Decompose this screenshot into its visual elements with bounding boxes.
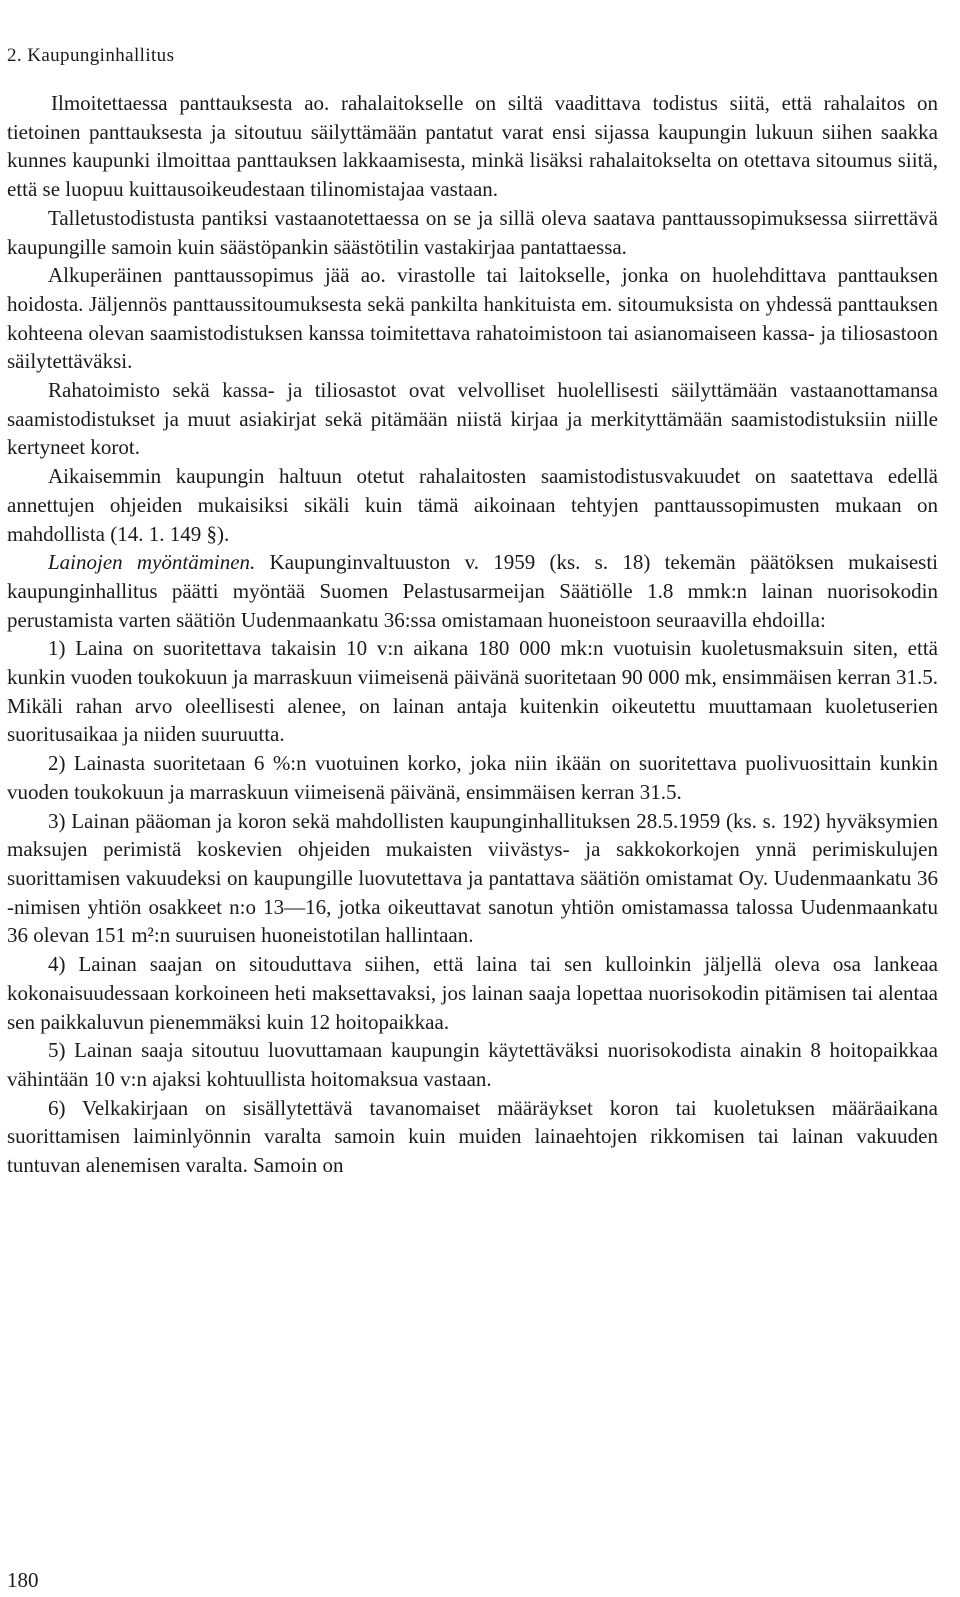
loan-intro-text: Kaupunginvaltuuston v. 1959 (ks. s. 18) tekemän päätöksen mukaisesti kaupunginhallitus päätti myöntää Suomen Pelastusarmeijan Säätiölle 1.8 mmk:n lainan nuorisokodin perustamista varten säätiön Uudenmaankatu 36:ssa omistamaan huoneistoon seuraavilla ehdoilla:	[7, 550, 938, 632]
page-number: 180	[7, 1568, 39, 1592]
loan-condition-1: 1) Laina on suoritettava takaisin 10 v:n aikana 180 000 mk:n vuotuisin kuoletusmaksuin siten, että kunkin vuoden toukokuun ja marraskuun viimeisenä päivänä suoritetaan 90 000 mk, ensimmäisen kerran 31.5. Mikäli rahan arvo oleellisesti alenee, on lainan antaja kuitenkin oikeutettu muuttamaan kuoletuserien suoritusaikaa ja niiden suuruutta.	[7, 636, 938, 747]
loan-condition-2: 2) Lainasta suoritetaan 6 %:n vuotuinen korko, joka niin ikään on suoritettava puolivuosittain kunkin vuoden toukokuun ja marraskuun viimeisenä päivänä, ensimmäisen kerran 31.5.	[7, 751, 938, 804]
body-text	[7, 89, 938, 1180]
paragraph-deposit-certificate: Talletustodistusta pantiksi vastaanotettaessa on se ja sillä oleva saatava panttaussopimuksessa siirrettävä kaupungille samoin kuin säästöpankin säästötilin vastakirjaa pantattaessa.	[7, 205, 938, 259]
loan-condition-4: 4) Lainan saajan on sitouduttava siihen, että laina tai sen kulloinkin jäljellä oleva osa lankeaa kokonaisuudessaan korkoineen heti maksettavaksi, jos lainan saaja lopettaa nuorisokodin pitämisen tai alentaa sen paikkaluvun pienemmäksi kuin 12 hoitopaikkaa.	[7, 952, 938, 1034]
loan-condition-6: 6) Velkakirjaan on sisällytettävä tavanomaiset määräykset koron tai kuoletuksen määräaikana suorittamisen laiminlyönnin varalta samoin kuin muiden lainaehtojen rikkomisen tai lainan vakuuden tuntuvan alenemisen varalta. Samoin on	[7, 1095, 938, 1178]
paragraph-treasury-duties: Rahatoimisto sekä kassa- ja tiliosastot ovat velvolliset huolellisesti säilyttämään vastaanottamansa saamistodistukset ja muut asiakirjat sekä pitämään niistä kirjaa ja merkityttämään saamistodistuksiin niille kertyneet korot.	[7, 378, 938, 460]
running-header: 2. Kaupunginhallitus	[7, 45, 175, 66]
paragraph-original-agreement: Alkuperäinen panttaussopimus jää ao. virastolle tai laitokselle, jonka on huolehdittava panttauksen hoidosta. Jäljennös panttaussitoumuksesta sekä pankilta hankituista em. sitoumuksista on yhdessä panttauksen kohteena olevan saamistodistuksen kanssa toimitettava rahatoimistoon tai asianomaiseen kassa- ja tiliosastoon säilytettäväksi.	[7, 263, 938, 374]
paragraph-earlier-collateral: Aikaisemmin kaupungin haltuun otetut rahalaitosten saamistodistusvakuudet on saatettava edellä annettujen ohjeiden mukaisiksi sikäli kuin tämä aikoinaan tehtyjen panttaussopimusten mukaan on mahdollista (14. 1. 149 §).	[7, 464, 938, 546]
paragraph-loan-grant	[7, 548, 938, 634]
section-heading-loans: Lainojen myöntäminen.	[48, 550, 256, 575]
paragraph-pledge-notice: Ilmoitettaessa panttauksesta ao. rahalaitokselle on siltä vaadittava todistus siitä, että rahalaitos on tietoinen panttauksesta ja sitoutuu säilyttämään pantatut varat ensi sijassa kaupungin lukuun siihen saakka kunnes kaupunki ilmoittaa panttauksen lakkaamisesta, minkä lisäksi rahalaitokselta on otettava sitoumus siitä, että se luopuu kuittausoikeudestaan tilinomistajaa vastaan.	[7, 91, 938, 202]
loan-condition-3: 3) Lainan pääoman ja koron sekä mahdollisten kaupunginhallituksen 28.5.1959 (ks. s. 192) hyväksymien maksujen perimistä koskevien ohjeiden mukaisten viivästys- ja sakkokorkojen ynnä perimiskulujen suorittamisen vakuudeksi on kaupungille luovutettava ja pantattava säätiön omistamat Oy. Uudenmaankatu 36 -nimisen yhtiön osakkeet n:o 13—16, jotka oikeuttavat sanotun yhtiön omistamassa talossa Uudenmaankatu 36 olevan 151 m²:n suuruisen huoneistotilan hallintaan.	[7, 808, 938, 948]
loan-condition-5: 5) Lainan saaja sitoutuu luovuttamaan kaupungin käytettäväksi nuorisokodista ainakin 8 hoitopaikkaa vähintään 10 v:n ajaksi kohtuullista hoitomaksua vastaan.	[7, 1038, 938, 1091]
